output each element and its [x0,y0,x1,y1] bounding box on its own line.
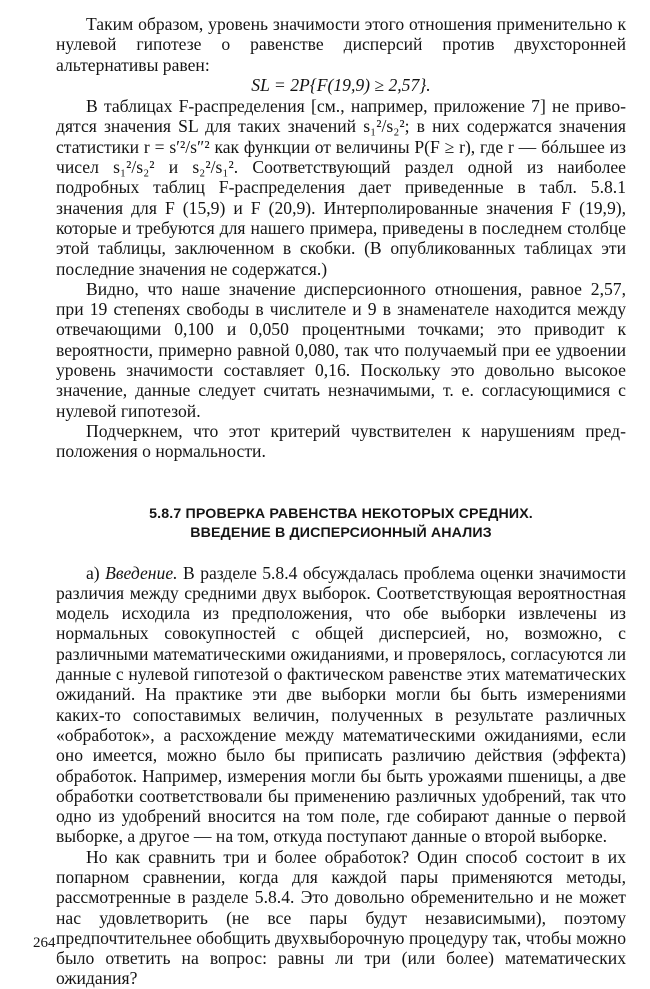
section-heading-line-2: ВВЕДЕНИЕ В ДИСПЕРСИОННЫЙ АНАЛИЗ [190,524,492,541]
paragraph-compare: Но как сравнить три и более обработок? Один способ состоит в их попарном сравнении, когда для каждой пары применяются методы, рассмотренные в разделе 5.8.4. Это довольно обременительно и не может нас удовлетворить (не все пары будут независимыми), поэтому предпочтительнее обобщить двухвыборочную процедуру так, чтобы можно было ответить на вопрос: равны ли три (или более) математических ожидания? [56,846,626,989]
intro-body: В разделе 5.8.4 обсуждалась проблема оценки значимости различия между средними двух выборок. Соответствующая вероятностная модель исходила из предположения, что обе выборки извлечены из нормальных совокупностей с общей дисперсией, но, возможно, с различными математическими ожиданиями, и проверялось, согласуются ли данные с нулевой гипотезой о фактическом равенстве этих математических ожиданий. На практике эти две выборки могли бы быть измерениями каких-то сопоставимых величин, полученных в результате различных «обработок», а расхождение между математическими ожиданиями, если оно имеется, можно было бы приписать различию действия (эффекта) обработок. Например, измерения могли бы быть урожаями пшеницы, а две обработки соответствовали бы применению различных удобрений, так что одно из удобрений вносится на том поле, где собирают данные о первой выборке, а другое — на том, откуда поступают данные о второй выборке. [56,562,626,847]
paragraph-intro: Таким образом, уровень значимости этого отношения применительно к нулевой гипотезе о равенстве дисперсий против двухсторонней альтернативы равен: [56,14,626,75]
paragraph-tables: В таблицах F-распределения [см., например, приложение 7] не приводятся значения SL для таких значений s₁²/s₂²; в них содержатся значения статистики r = s′²/s″² как функции от величины P(F ≥ r), где r — бóльшее из чисел s₁²/s₂² и s₂²/s₁². Соответствующий раздел одной из наиболее подробных таблиц F-распределения дает приведенные в табл. 5.8.1 значения для F (15,9) и F (20,9). Интерполированные значения F (19,9), которые и требуются для нашего примера, приведены в последнем столбце этой таблицы, заключенном в скобки. (В опубликованных таблицах эти последние значения не содержатся.) [56,96,626,279]
paragraph-emphasis: Подчеркнем, что этот критерий чувствителен к нарушениям предположения о нормальности. [56,420,626,462]
section-heading-line-1: 5.8.7 ПРОВЕРКА РАВЕНСТВА НЕКОТОРЫХ СРЕДНИХ. [149,505,533,522]
significance-formula [56,75,626,95]
paragraph-introduction [56,563,626,847]
intro-label: а) [86,562,106,583]
paragraph-seen: Видно, что наше значение дисперсионного отношения, равное 2,57, при 19 степенях свободы в числителе и 9 в знаменателе находится между отвечающими 0,100 и 0,050 процентными точками; это приводит к вероятности, примерно равной 0,080, так что получаемый при ее удвоении уровень значимости составляет 0,16. Поскольку это довольно высокое значение, данные следует считать незначимыми, т. е. согласующимися с нулевой гипотезой. [56,278,626,421]
formula-text: SL = 2P{F(19,9) ≥ 2,57}. [251,74,431,95]
page-number: 264 [33,935,56,951]
intro-italic-title: Введение. [105,562,178,583]
section-heading [56,505,626,543]
page-body [56,14,626,989]
